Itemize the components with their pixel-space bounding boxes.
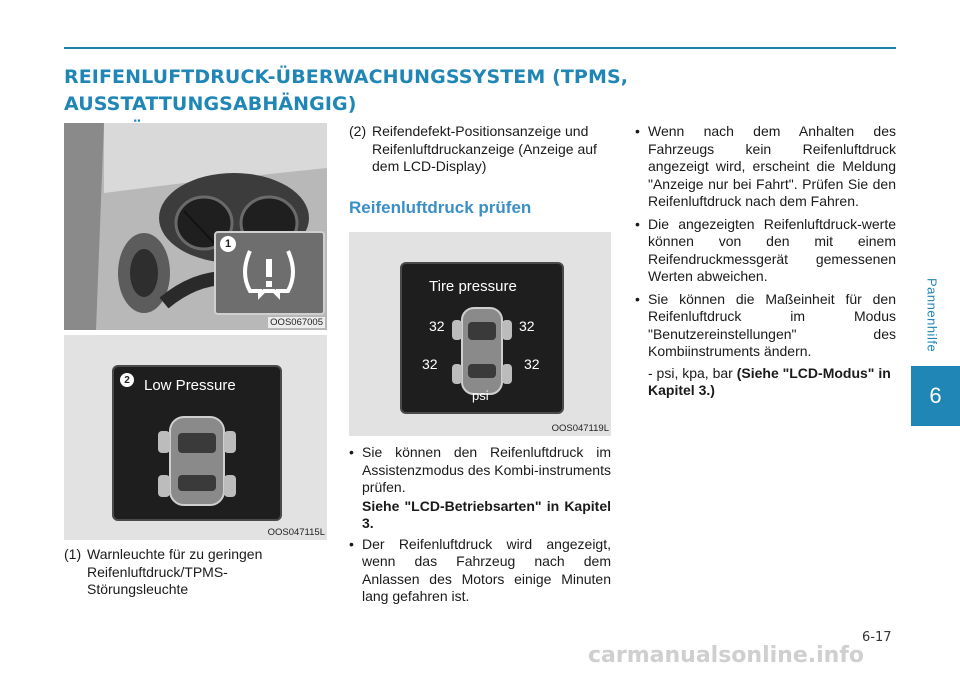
section-label: Pannenhilfe [924, 277, 940, 353]
pressure-rear-right: 32 [524, 356, 540, 372]
car-topview-icon [114, 367, 280, 519]
watermark: carmanualsonline.info [588, 643, 864, 668]
figure-code-1: OOS067005 [270, 317, 323, 328]
unit-options-ref: (Siehe "LCD-Modus" in Kapitel 3.) [648, 364, 891, 398]
tire-pressure-screen [400, 262, 564, 414]
figure-code-2: OOS047115L [267, 527, 325, 538]
pressure-unit: psi [472, 388, 489, 403]
unit-options-text: - psi, kpa, bar [648, 364, 733, 381]
item-1-text: Warnleuchte für zu geringen Reifenluftdruck/TPMS-Störungsleuchte [87, 546, 263, 597]
mid-bullet-2: • Der Reifenluftdruck wird angezeigt, wenn das Fahrzeug nach dem Anlassen des Motors einige Minuten lang gefahren ist. [349, 536, 611, 606]
pressure-front-left: 32 [429, 318, 445, 334]
figure-dashboard [64, 123, 327, 330]
page-title-line1: REIFENLUFTDRUCK-ÜBERWACHUNGSSYSTEM (TPMS, AUSSTATTUNGSABHÄNGIG) [64, 66, 629, 115]
right-column [635, 123, 896, 400]
marker-1: 1 [220, 236, 236, 252]
item-1 [64, 546, 327, 599]
mid-bullet-1-ref: Siehe "LCD-Betriebsarten" in Kapitel 3. [362, 497, 611, 531]
figure-low-pressure [64, 335, 327, 540]
mid-bullet-1 [349, 444, 611, 533]
item-2 [349, 123, 611, 176]
right-bullet-3: • Sie können die Maßeinheit für den Reifenluftdruck im Modus "Benutzereinstellungen" des Kombiinstruments ändern. [635, 291, 896, 361]
right-bullet-1: • Wenn nach dem Anhalten des Fahrzeugs kein Reifenluftdruck angezeigt wird, erscheint die Meldung "Anzeige nur bei Fahrt". Prüfen Sie den Reifenluftdruck nach dem Fahren. [635, 123, 896, 211]
marker-2: 2 [120, 373, 134, 387]
figure-code-3: OOS047119L [551, 423, 609, 434]
page-number: 6-17 [862, 630, 892, 645]
right-bullet-2: • Die angezeigten Reifenluftdruck-werte können von den mit einem Reifendruckmessgerät gemessenen Werten abweichen. [635, 216, 896, 286]
pressure-rear-left: 32 [422, 356, 438, 372]
item-1-number: (1) [64, 546, 82, 562]
figure-tire-pressure [349, 232, 611, 436]
low-pressure-screen [112, 365, 282, 521]
section-heading: Reifenluftdruck prüfen [349, 198, 532, 217]
pressure-front-right: 32 [519, 318, 535, 334]
low-pressure-text: Low Pressure [144, 377, 236, 394]
header-rule [64, 47, 896, 49]
chapter-tab[interactable]: 6 [911, 366, 960, 426]
middle-column-top [349, 123, 611, 176]
middle-column-bottom [349, 444, 611, 609]
mid-bullet-1-text: Sie können den Reifenluftdruck im Assistenzmodus des Kombi-instruments prüfen. [362, 444, 611, 495]
left-column [64, 546, 327, 599]
tire-pressure-title: Tire pressure [429, 278, 517, 295]
item-2-text: Reifendefekt-Positionsanzeige und Reifenluftdruckanzeige (Anzeige auf dem LCD-Display) [372, 123, 597, 174]
unit-options [635, 365, 896, 400]
item-2-number: (2) [349, 123, 367, 139]
